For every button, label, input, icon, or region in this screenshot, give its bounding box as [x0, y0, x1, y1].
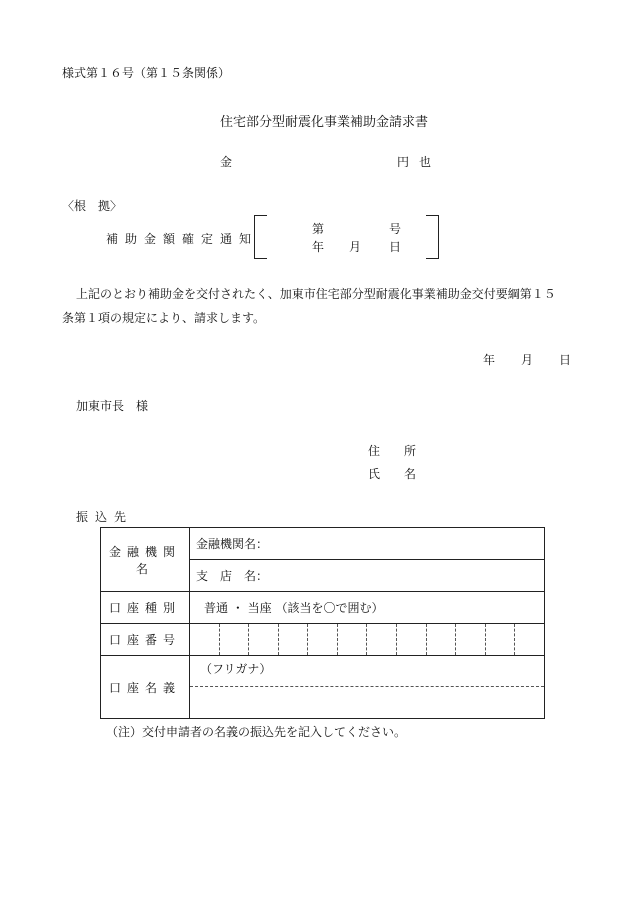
account-holder-label: 口座名義 [101, 656, 190, 719]
date-month: 月 [521, 353, 534, 367]
furigana-label: （フリガナ） [200, 662, 272, 676]
account-number-label: 口座番号 [101, 624, 190, 656]
bank-name-field[interactable] [190, 528, 545, 560]
account-type-value: 普通 ・ 当座 （該当を〇で囲む） [204, 601, 384, 615]
bracket-left [254, 215, 267, 259]
account-number-field[interactable] [190, 624, 545, 656]
account-digit-box[interactable] [338, 624, 368, 655]
applicant-address-label: 住 所 [368, 444, 417, 458]
account-digit-box[interactable] [397, 624, 427, 655]
notice-label: 補助金額確定通知 [106, 232, 259, 246]
account-digit-box[interactable] [308, 624, 338, 655]
bank-name-label: 金融機関名： [196, 537, 269, 551]
notice-date-year: 年 [312, 240, 325, 254]
account-digit-box[interactable] [279, 624, 309, 655]
date-year: 年 [483, 353, 496, 367]
furigana-row[interactable] [190, 656, 544, 687]
transfer-heading: 振込先 [76, 510, 134, 524]
account-type-field[interactable] [190, 592, 545, 624]
account-digit-box[interactable] [220, 624, 250, 655]
account-holder-field[interactable] [190, 656, 545, 719]
amount-prefix: 金 [220, 155, 233, 169]
bracket-right [426, 215, 439, 259]
account-digit-box[interactable] [456, 624, 486, 655]
account-digit-box[interactable] [367, 624, 397, 655]
branch-name-label: 支 店 名： [196, 569, 269, 583]
account-type-label: 口座種別 [101, 592, 190, 624]
account-digit-box[interactable] [486, 624, 516, 655]
bank-label: 金融機関名 [101, 528, 190, 592]
notice-number-suffix: 号 [389, 222, 402, 236]
page-title: 住宅部分型耐震化事業補助金請求書 [220, 115, 429, 130]
notice-date-day: 日 [389, 240, 402, 254]
account-digit-box[interactable] [515, 624, 544, 655]
footnote: （注）交付申請者の名義の振込先を記入してください。 [106, 725, 407, 739]
bank-transfer-table [100, 527, 545, 719]
account-digit-box[interactable] [427, 624, 457, 655]
amount-suffix: 円也 [397, 155, 442, 169]
basis-label: 〈根 拠〉 [62, 199, 123, 213]
body-text-line1: 上記のとおり補助金を交付されたく、加東市住宅部分型耐震化事業補助金交付要綱第１５ [76, 287, 556, 301]
branch-name-field[interactable] [190, 560, 545, 592]
account-holder-name-row[interactable] [190, 687, 544, 718]
form-number: 様式第１６号（第１５条関係） [62, 66, 231, 80]
date-day: 日 [559, 353, 572, 367]
addressee: 加東市長 様 [76, 399, 149, 413]
account-digit-box[interactable] [190, 624, 220, 655]
account-digit-box[interactable] [249, 624, 279, 655]
notice-date-month: 月 [349, 240, 362, 254]
notice-number-prefix: 第 [312, 222, 325, 236]
body-text-line2: 条第１項の規定により、請求します。 [62, 311, 266, 325]
applicant-name-label: 氏 名 [368, 467, 417, 481]
